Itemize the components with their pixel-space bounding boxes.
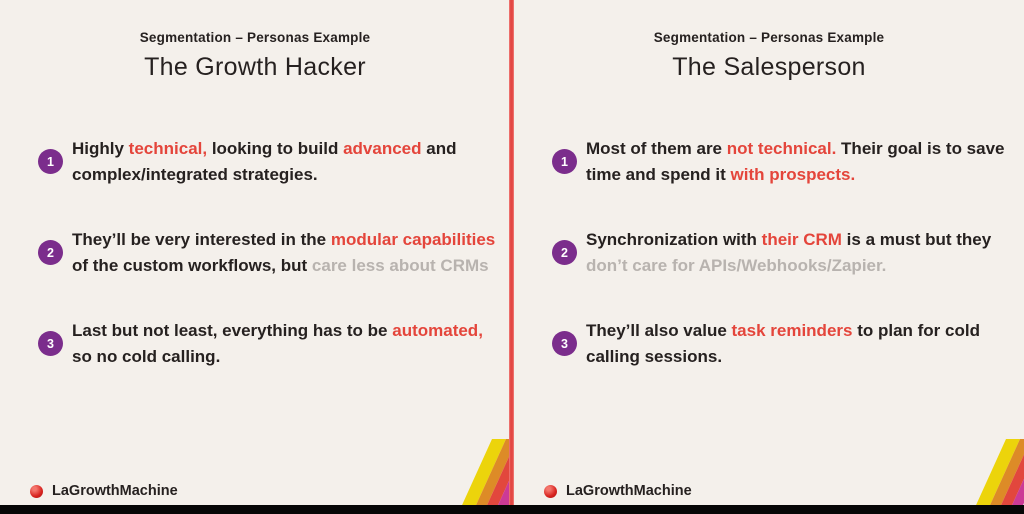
- bullet-row: [552, 227, 1024, 278]
- bullet-number-badge: 3: [38, 331, 63, 356]
- bullet-number-badge: 3: [552, 331, 577, 356]
- text-segment-normal: complex/integrated strategies.: [72, 164, 318, 184]
- bullet-text: [586, 227, 1024, 278]
- text-segment-red: modular capabilities: [330, 230, 496, 249]
- logo: [544, 483, 692, 499]
- text-segment-gray: don’t care for APIs/Webhooks/Zapier.: [586, 255, 887, 275]
- vertical-divider: [509, 0, 514, 514]
- panel-title: The Salesperson: [672, 53, 866, 81]
- bullet-row: [38, 318, 510, 369]
- bullet-text: [586, 318, 1024, 369]
- bullet-row: [552, 318, 1024, 369]
- rainbow-stripes-decoration: [440, 439, 510, 514]
- panel-salesperson: [514, 0, 1024, 514]
- text-segment-normal: is a must but they: [841, 230, 992, 249]
- text-segment-red: not technical.: [726, 139, 837, 158]
- text-segment-normal: looking to build: [207, 139, 344, 158]
- text-segment-red: their CRM: [761, 230, 842, 249]
- text-segment-normal: They’ll be very interested in the: [72, 230, 331, 249]
- bullet-text: [72, 318, 510, 369]
- text-segment-normal: Highly: [72, 139, 129, 158]
- text-segment-red: advanced: [343, 139, 422, 158]
- text-segment-red: automated,: [392, 321, 483, 340]
- rainbow-stripes-decoration: [954, 439, 1024, 514]
- bullet-text: [72, 227, 510, 278]
- bottom-black-bar: [0, 505, 1024, 514]
- bullet-number-badge: 1: [552, 149, 577, 174]
- text-segment-normal: calling sessions.: [586, 346, 723, 366]
- text-segment-normal: so no cold calling.: [72, 346, 221, 366]
- text-segment-normal: Last but not least, everything has to be: [72, 321, 393, 340]
- text-segment-normal: to plan for cold: [852, 321, 980, 340]
- text-segment-normal: time and spend it: [586, 164, 731, 184]
- logo-text: LaGrowthMachine: [566, 483, 692, 499]
- bullet-number-badge: 1: [38, 149, 63, 174]
- bullet-number-badge: 2: [552, 240, 577, 265]
- logo-dot-icon: [30, 485, 43, 498]
- text-segment-normal: and: [421, 139, 457, 158]
- text-segment-normal: Their goal is to save: [836, 139, 1005, 158]
- text-segment-normal: of the custom workflows, but: [72, 255, 312, 275]
- text-segment-red: task reminders: [731, 321, 853, 340]
- text-segment-gray: care less about CRMs: [311, 255, 489, 275]
- bullet-list: [0, 136, 510, 369]
- eyebrow-label: Segmentation – Personas Example: [653, 30, 885, 45]
- logo-text: LaGrowthMachine: [52, 483, 178, 499]
- bullet-number-badge: 2: [38, 240, 63, 265]
- text-segment-normal: Synchronization with: [586, 230, 762, 249]
- text-segment-normal: Most of them are: [586, 139, 727, 158]
- logo-dot-icon: [544, 485, 557, 498]
- text-segment-red: with prospects.: [730, 164, 856, 184]
- panel-title: The Growth Hacker: [144, 53, 366, 81]
- bullet-text: [72, 136, 510, 187]
- eyebrow-label: Segmentation – Personas Example: [139, 30, 371, 45]
- bullet-row: [38, 227, 510, 278]
- bullet-row: [38, 136, 510, 187]
- logo: [30, 483, 178, 499]
- panel-growth-hacker: [0, 0, 510, 514]
- bullet-text: [586, 136, 1024, 187]
- text-segment-red: technical,: [128, 139, 208, 158]
- text-segment-normal: They’ll also value: [586, 321, 732, 340]
- bullet-list: [514, 136, 1024, 369]
- bullet-row: [552, 136, 1024, 187]
